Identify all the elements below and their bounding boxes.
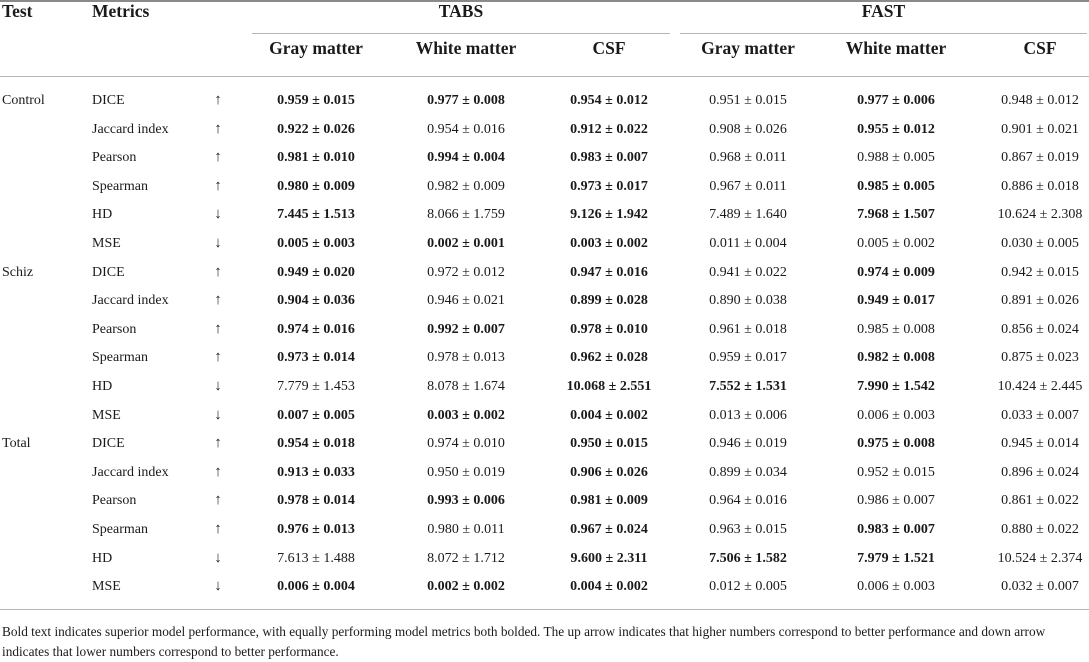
cell-fast-white-matter: 0.983 ± 0.007 [857,522,935,537]
cell-tabs-csf: 9.126 ± 1.942 [570,207,648,222]
cell-tabs-gray-matter: 0.981 ± 0.010 [277,150,355,165]
cell-fast-gray-matter: 0.899 ± 0.034 [709,465,787,480]
arrow-up-icon: ↑ [214,521,222,537]
row-metric-label: HD [92,379,113,394]
cell-fast-white-matter: 0.006 ± 0.003 [857,579,935,594]
arrow-up-icon: ↑ [214,435,222,451]
header-metrics: Metrics [92,1,150,21]
header-test: Test [2,1,33,21]
cell-tabs-white-matter: 0.950 ± 0.019 [427,465,505,480]
arrow-up-icon: ↑ [214,464,222,480]
cell-tabs-csf: 0.004 ± 0.002 [570,408,648,423]
row-metric-label: Jaccard index [92,465,169,480]
cell-fast-white-matter: 0.985 ± 0.008 [857,322,935,337]
row-metric-label: DICE [92,93,125,108]
cell-fast-csf: 0.856 ± 0.024 [1001,322,1079,337]
cell-tabs-gray-matter: 0.007 ± 0.005 [277,408,355,423]
header-tabs-gray-matter: Gray matter [269,38,363,58]
cell-fast-white-matter: 0.988 ± 0.005 [857,150,935,165]
cell-tabs-gray-matter: 0.978 ± 0.014 [277,493,355,508]
cell-fast-gray-matter: 0.964 ± 0.016 [709,493,787,508]
header-group-fast: FAST [861,1,906,21]
cell-tabs-csf: 0.978 ± 0.010 [570,322,648,337]
cell-tabs-csf: 0.973 ± 0.017 [570,179,648,194]
top-rule [0,0,1089,2]
cell-fast-white-matter: 0.975 ± 0.008 [857,436,935,451]
cell-tabs-gray-matter: 0.922 ± 0.026 [277,122,355,137]
cell-fast-csf: 0.886 ± 0.018 [1001,179,1079,194]
cell-fast-gray-matter: 7.489 ± 1.640 [709,207,787,222]
cell-tabs-gray-matter: 7.445 ± 1.513 [277,207,355,222]
arrow-down-icon: ↓ [214,550,222,566]
cell-tabs-csf: 0.906 ± 0.026 [570,465,648,480]
cell-tabs-csf: 0.004 ± 0.002 [570,579,648,594]
arrow-down-icon: ↓ [214,235,222,251]
cell-fast-csf: 10.524 ± 2.374 [997,551,1083,566]
row-test-label: Schiz [2,265,34,280]
arrow-down-icon: ↓ [214,407,222,423]
cell-fast-white-matter: 0.986 ± 0.007 [857,493,935,508]
header-fast-white-matter: White matter [845,38,947,58]
cell-fast-csf: 10.424 ± 2.445 [997,379,1083,394]
cell-fast-white-matter: 0.006 ± 0.003 [857,408,935,423]
cell-fast-csf: 0.942 ± 0.015 [1001,265,1079,280]
cell-fast-csf: 0.891 ± 0.026 [1001,293,1079,308]
cell-tabs-white-matter: 0.993 ± 0.006 [427,493,505,508]
arrow-down-icon: ↓ [214,206,222,222]
row-metric-label: Pearson [92,150,137,165]
row-metric-label: DICE [92,436,125,451]
cell-fast-gray-matter: 0.951 ± 0.015 [709,93,787,108]
cell-tabs-white-matter: 0.977 ± 0.008 [427,93,505,108]
cell-tabs-gray-matter: 7.779 ± 1.453 [277,379,355,394]
cell-tabs-csf: 0.967 ± 0.024 [570,522,648,537]
header-group-tabs: TABS [438,1,484,21]
cell-tabs-csf: 10.068 ± 2.551 [566,379,652,394]
arrow-up-icon: ↑ [214,321,222,337]
cell-tabs-white-matter: 0.002 ± 0.001 [427,236,505,251]
cell-fast-white-matter: 7.979 ± 1.521 [857,551,935,566]
cell-fast-white-matter: 0.949 ± 0.017 [857,293,935,308]
cell-fast-csf: 0.861 ± 0.022 [1001,493,1079,508]
cell-fast-csf: 0.875 ± 0.023 [1001,350,1079,365]
cell-fast-white-matter: 0.977 ± 0.006 [857,93,935,108]
cell-tabs-csf: 0.981 ± 0.009 [570,493,648,508]
cell-fast-csf: 0.030 ± 0.005 [1001,236,1079,251]
cell-fast-gray-matter: 0.941 ± 0.022 [709,265,787,280]
cell-tabs-gray-matter: 0.973 ± 0.014 [277,350,355,365]
header-tabs-white-matter: White matter [415,38,517,58]
cell-tabs-gray-matter: 0.976 ± 0.013 [277,522,355,537]
arrow-up-icon: ↑ [214,264,222,280]
cell-fast-white-matter: 7.990 ± 1.542 [857,379,935,394]
row-metric-label: MSE [92,236,121,251]
cell-fast-csf: 0.896 ± 0.024 [1001,465,1079,480]
cell-fast-gray-matter: 0.967 ± 0.011 [709,179,787,194]
cell-fast-csf: 0.948 ± 0.012 [1001,93,1079,108]
row-metric-label: MSE [92,408,121,423]
cell-fast-csf: 0.880 ± 0.022 [1001,522,1079,537]
cell-tabs-csf: 0.947 ± 0.016 [570,265,648,280]
cell-fast-csf: 10.624 ± 2.308 [997,207,1083,222]
arrow-down-icon: ↓ [214,578,222,594]
tabs-group-rule [252,33,670,34]
cell-tabs-white-matter: 0.992 ± 0.007 [427,322,505,337]
cell-fast-gray-matter: 0.959 ± 0.017 [709,350,787,365]
cell-fast-white-matter: 0.974 ± 0.009 [857,265,935,280]
cell-tabs-white-matter: 0.982 ± 0.009 [427,179,505,194]
arrow-up-icon: ↑ [214,292,222,308]
cell-tabs-csf: 0.912 ± 0.022 [570,122,648,137]
cell-tabs-gray-matter: 0.904 ± 0.036 [277,293,355,308]
cell-tabs-white-matter: 0.980 ± 0.011 [427,522,505,537]
row-metric-label: Pearson [92,493,137,508]
cell-fast-white-matter: 0.982 ± 0.008 [857,350,935,365]
cell-tabs-white-matter: 0.003 ± 0.002 [427,408,505,423]
cell-fast-white-matter: 0.955 ± 0.012 [857,122,935,137]
cell-tabs-csf: 0.950 ± 0.015 [570,436,648,451]
cell-fast-white-matter: 0.005 ± 0.002 [857,236,935,251]
arrow-up-icon: ↑ [214,149,222,165]
row-metric-label: Spearman [92,350,148,365]
cell-fast-gray-matter: 0.961 ± 0.018 [709,322,787,337]
cell-fast-white-matter: 7.968 ± 1.507 [857,207,935,222]
cell-tabs-gray-matter: 0.006 ± 0.004 [277,579,355,594]
cell-tabs-csf: 0.983 ± 0.007 [570,150,648,165]
cell-tabs-white-matter: 0.954 ± 0.016 [427,122,505,137]
cell-fast-gray-matter: 7.506 ± 1.582 [709,551,787,566]
arrow-up-icon: ↑ [214,92,222,108]
cell-tabs-gray-matter: 0.980 ± 0.009 [277,179,355,194]
row-metric-label: HD [92,551,113,566]
cell-tabs-white-matter: 0.946 ± 0.021 [427,293,505,308]
cell-fast-csf: 0.901 ± 0.021 [1001,122,1079,137]
header-fast-gray-matter: Gray matter [701,38,795,58]
cell-tabs-csf: 0.899 ± 0.028 [570,293,648,308]
cell-fast-csf: 0.945 ± 0.014 [1001,436,1079,451]
cell-tabs-gray-matter: 0.959 ± 0.015 [277,93,355,108]
row-metric-label: DICE [92,265,125,280]
row-test-label: Control [2,93,45,108]
cell-tabs-gray-matter: 0.954 ± 0.018 [277,436,355,451]
cell-fast-gray-matter: 7.552 ± 1.531 [709,379,787,394]
cell-fast-gray-matter: 0.968 ± 0.011 [709,150,787,165]
cell-tabs-gray-matter: 0.949 ± 0.020 [277,265,355,280]
row-test-label: Total [2,436,31,451]
cell-tabs-white-matter: 0.994 ± 0.004 [427,150,505,165]
row-metric-label: Jaccard index [92,122,169,137]
header-tabs-csf: CSF [592,38,626,58]
cell-fast-gray-matter: 0.946 ± 0.019 [709,436,787,451]
cell-tabs-gray-matter: 0.005 ± 0.003 [277,236,355,251]
cell-fast-gray-matter: 0.963 ± 0.015 [709,522,787,537]
header-bottom-rule [0,76,1089,77]
cell-tabs-white-matter: 0.974 ± 0.010 [427,436,505,451]
cell-fast-gray-matter: 0.012 ± 0.005 [709,579,787,594]
cell-tabs-gray-matter: 7.613 ± 1.488 [277,551,355,566]
cell-tabs-csf: 9.600 ± 2.311 [570,551,648,566]
cell-fast-gray-matter: 0.011 ± 0.004 [709,236,787,251]
table-bottom-rule [0,609,1089,610]
fast-group-rule [680,33,1087,34]
cell-fast-gray-matter: 0.890 ± 0.038 [709,293,787,308]
cell-tabs-white-matter: 0.978 ± 0.013 [427,350,505,365]
row-metric-label: MSE [92,579,121,594]
cell-fast-csf: 0.033 ± 0.007 [1001,408,1079,423]
cell-tabs-white-matter: 0.972 ± 0.012 [427,265,505,280]
arrow-up-icon: ↑ [214,492,222,508]
cell-tabs-csf: 0.954 ± 0.012 [570,93,648,108]
row-metric-label: Spearman [92,179,148,194]
cell-tabs-gray-matter: 0.913 ± 0.033 [277,465,355,480]
cell-tabs-csf: 0.962 ± 0.028 [570,350,648,365]
cell-fast-white-matter: 0.952 ± 0.015 [857,465,935,480]
cell-fast-gray-matter: 0.908 ± 0.026 [709,122,787,137]
arrow-up-icon: ↑ [214,121,222,137]
cell-fast-csf: 0.032 ± 0.007 [1001,579,1079,594]
arrow-up-icon: ↑ [214,178,222,194]
header-fast-csf: CSF [1023,38,1057,58]
cell-tabs-csf: 0.003 ± 0.002 [570,236,648,251]
cell-tabs-white-matter: 8.072 ± 1.712 [427,551,505,566]
cell-tabs-white-matter: 8.066 ± 1.759 [427,207,505,222]
arrow-up-icon: ↑ [214,349,222,365]
row-metric-label: HD [92,207,113,222]
cell-fast-white-matter: 0.985 ± 0.005 [857,179,935,194]
cell-tabs-white-matter: 0.002 ± 0.002 [427,579,505,594]
cell-fast-gray-matter: 0.013 ± 0.006 [709,408,787,423]
table-footnote: Bold text indicates superior model performance, with equally performing model metrics both bolded. The up arrow indicates that higher numbers correspond to better performance and down arrow indicates that lower numbers correspond to better performance. [2,624,1046,659]
row-metric-label: Jaccard index [92,293,169,308]
arrow-down-icon: ↓ [214,378,222,394]
cell-tabs-white-matter: 8.078 ± 1.674 [427,379,505,394]
row-metric-label: Pearson [92,322,137,337]
row-metric-label: Spearman [92,522,148,537]
cell-fast-csf: 0.867 ± 0.019 [1001,150,1079,165]
cell-tabs-gray-matter: 0.974 ± 0.016 [277,322,355,337]
